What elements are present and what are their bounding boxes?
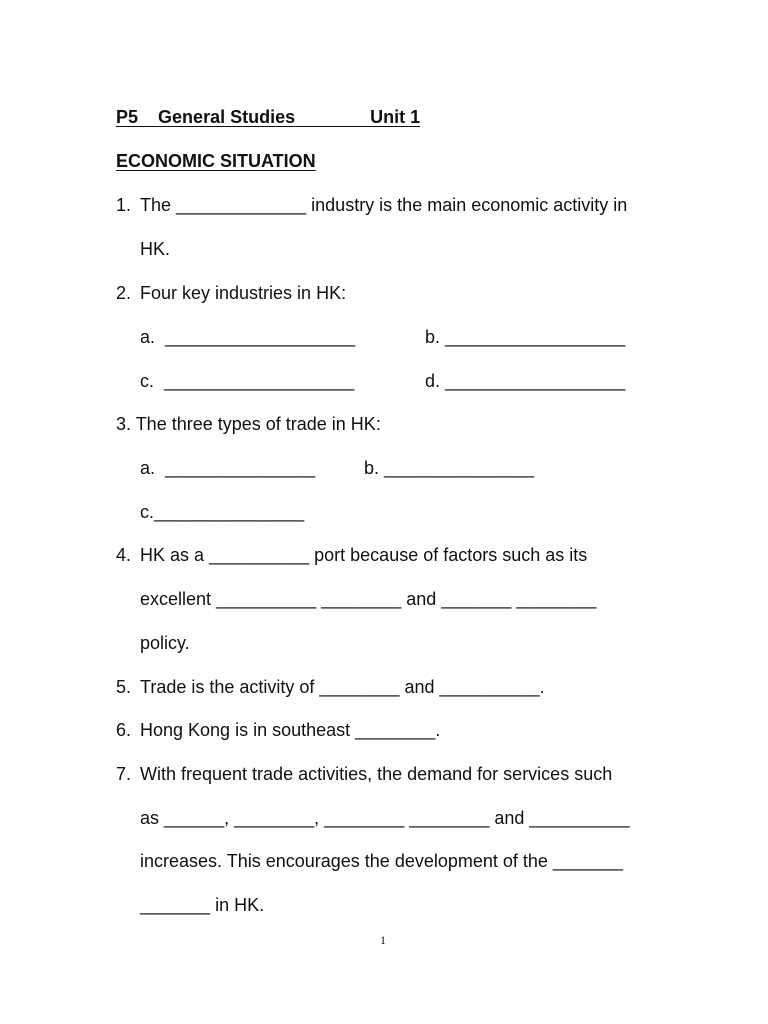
question-2-blank-d: d. __________________ xyxy=(425,371,626,391)
question-number: 7. xyxy=(116,764,132,784)
question-4-line-2: excellent __________ ________ and _______ ________ xyxy=(140,589,597,609)
question-2-blank-a: a. ___________________ xyxy=(140,327,356,347)
question-3-blank-b: b. _______________ xyxy=(364,458,535,478)
question-5 xyxy=(116,676,545,698)
question-1-line-2: HK. xyxy=(140,239,171,259)
question-4 xyxy=(116,544,587,566)
question-4-line-1: HK as a __________ port because of factors such as its xyxy=(140,545,588,565)
question-1 xyxy=(116,194,627,216)
page-number: 1 xyxy=(380,933,386,947)
question-number: 4. xyxy=(116,545,132,565)
question-7-line-4: _______ in HK. xyxy=(140,895,265,915)
question-7 xyxy=(116,763,612,785)
question-7-line-3: increases. This encourages the development of the _______ xyxy=(140,851,623,871)
question-number: 5. xyxy=(116,677,132,697)
question-1-line-1: The _____________ industry is the main economic activity in xyxy=(140,195,628,215)
section-title: ECONOMIC SITUATION xyxy=(116,151,316,171)
question-7-line-2: as ______, ________, ________ ________ and __________ xyxy=(140,808,630,828)
class-label: P5 xyxy=(116,107,139,127)
question-3-prompt: 3. The three types of trade in HK: xyxy=(116,414,381,434)
question-number: 2. xyxy=(116,283,132,303)
question-4-line-3: policy. xyxy=(140,633,190,653)
worksheet-header xyxy=(116,106,420,128)
question-3-blank-c: c._______________ xyxy=(140,502,305,522)
question-6-text: Hong Kong is in southeast ________. xyxy=(140,720,441,740)
question-6 xyxy=(116,719,440,741)
question-2-blank-c: c. ___________________ xyxy=(140,371,355,391)
question-2-prompt: Four key industries in HK: xyxy=(140,283,347,303)
question-number: 1. xyxy=(116,195,132,215)
question-7-line-1: With frequent trade activities, the demand for services such xyxy=(140,764,613,784)
question-2 xyxy=(116,282,346,304)
subject-label: General Studies xyxy=(158,107,296,127)
question-3-blank-a: a. _______________ xyxy=(140,458,316,478)
question-5-text: Trade is the activity of ________ and __________. xyxy=(140,677,545,697)
question-number: 6. xyxy=(116,720,132,740)
unit-label: Unit 1 xyxy=(370,107,421,127)
question-2-blank-b: b. __________________ xyxy=(425,327,626,347)
